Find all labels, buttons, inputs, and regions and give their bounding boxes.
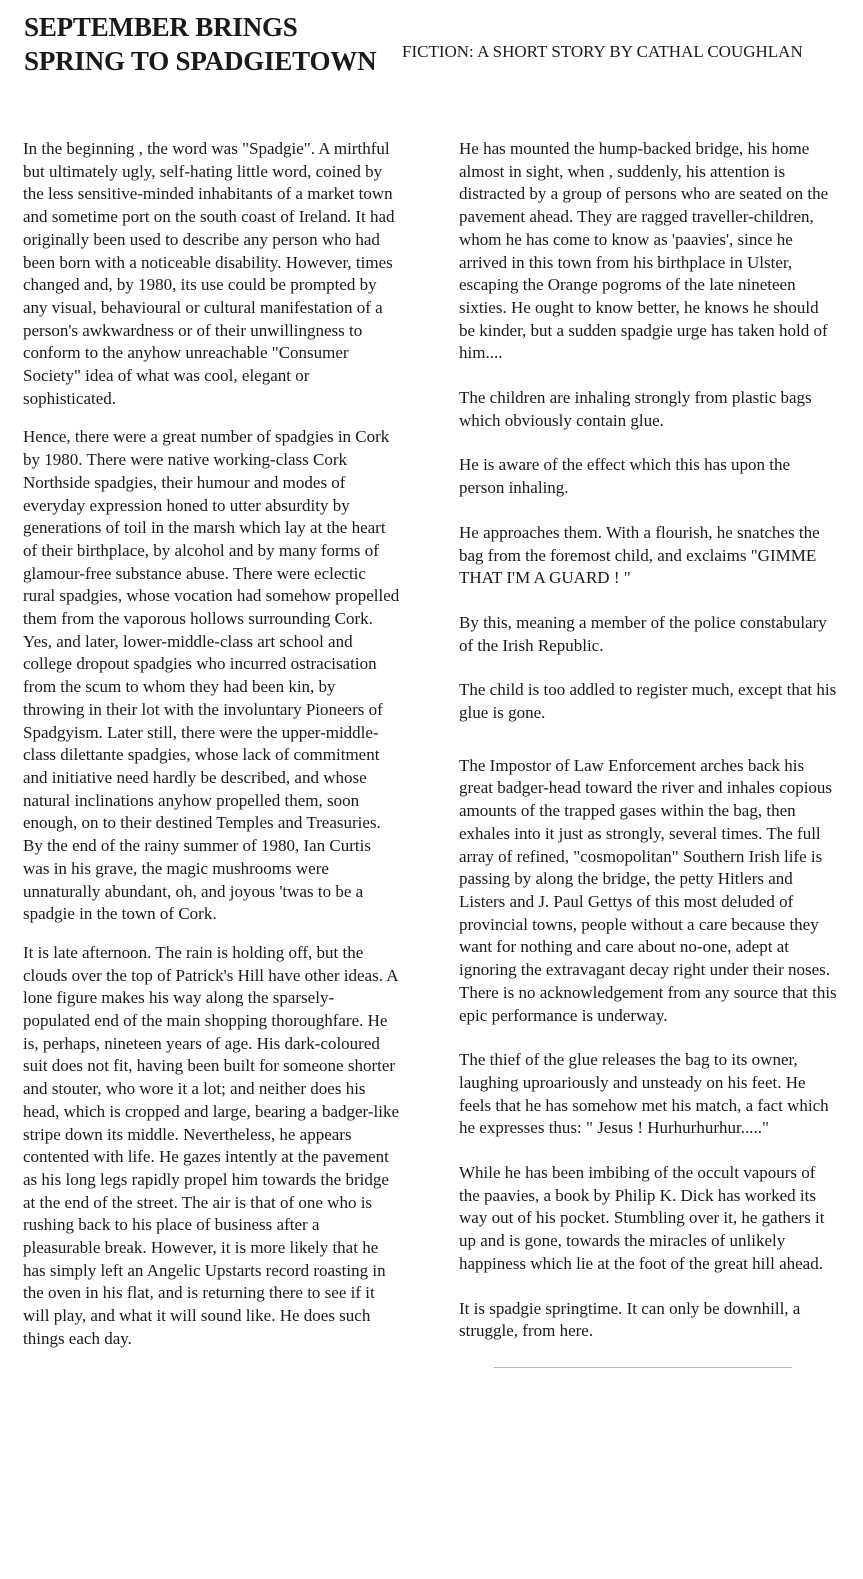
paragraph: Hence, there were a great number of spadgies in Cork by 1980. There were native working-class Cork Northside spadgies, their humour and modes of everyday expression honed to utter absurdity by generations of toil in the marsh which lay at the heart of their birthplace, by alcohol and by many forms of glamour-free substance abuse. There were eclectic rural spadgies, whose vocation had somehow propelled them from the vaporous hollows surrounding Cork. Yes, and later, lower-middle-class art school and college dropout spadgies who incurred ostracisation from the scum to whom they had been kin, by throwing in their lot with the involuntary Pioneers of Spadgyism. Later still, there were the upper-middle-class dilettante spadgies, whose lack of commitment and initiative need hardly be described, and whose natural inclinations anyhow propelled them, soon enough, on to their destined Temples and Treasuries. By the end of the rainy summer of 1980, Ian Curtis was in his grave, the magic mushrooms were unnaturally abundant, oh, and joyous 'twas to be a spadgie in the town of Cork. bbox=[23, 427, 400, 924]
paragraph: The child is too addled to register much, except that his glue is gone. bbox=[459, 680, 837, 723]
paragraph: He has mounted the hump-backed bridge, his home almost in sight, when , suddenly, his attention is distracted by a group of persons who are seated on the pavement ahead. They are ragged traveller-children, whom he has come to know as 'paavies', since he arrived in this town from his birthplace in Ulster, escaping the Orange pogroms of the late nineteen sixties. He ought to know better, he knows he should be kinder, but a sudden spadgie urge has taken hold of him.... bbox=[459, 139, 829, 363]
paragraph: It is late afternoon. The rain is holding off, but the clouds over the top of Patrick's Hill have other ideas. A lone figure makes his way along the sparsely-populated end of the main shopping thoroughfare. He is, perhaps, nineteen years of age. His dark-coloured suit does not fit, having been built for someone shorter and stouter, who wore it a lot; and neither does his head, which is cropped and large, bearing a badger-like stripe down its middle. Nevertheless, he appears contented with life. He gazes intently at the pavement as his long legs rapidly propel him towards the bridge at the end of the street. The air is that of one who is rushing back to his place of business after a pleasurable break. However, it is more likely that he has simply left an Angelic Upstarts record roasting in the oven in his flat, and is returning there to see if it will play, and what it will sound like. He does such things each day. bbox=[23, 942, 400, 1348]
end-divider bbox=[494, 1367, 792, 1368]
article-byline: FICTION: A SHORT STORY BY CATHAL COUGHLAN bbox=[402, 42, 803, 61]
paragraph: It is spadgie springtime. It can only be downhill, a struggle, from here. bbox=[459, 1298, 801, 1341]
paragraph: The Impostor of Law Enforcement arches back his great badger-head toward the river and inhales copious amounts of the trapped gases within the bag, then exhales into it just as strongly, several times. The full array of refined, "cosmopolitan" Southern Irish life is passing by along the bridge, the petty Hitlers and Listers and J. Paul Gettys of this most deluded of provincial towns, people without a care because they want for nothing and care about no-one, adept at ignoring the extravagant decay right under their noses. There is no acknowledgement from any source that this epic performance is underway. bbox=[459, 755, 837, 1025]
paragraph: He is aware of the effect which this has upon the person inhaling. bbox=[459, 455, 791, 498]
paragraph: While he has been imbibing of the occult vapours of the paavies, a book by Philip K. Dick has worked its way out of his pocket. Stumbling over it, he gathers it up and is gone, towards the miracles of unlikely happiness which lie at the foot of the great hill ahead. bbox=[459, 1163, 825, 1273]
article-title: SEPTEMBER BRINGS SPRING TO SPADGIETOWN bbox=[24, 12, 377, 76]
left-text-column bbox=[23, 138, 401, 1367]
paragraph: The thief of the glue releases the bag to its owner, laughing uproariously and unsteady on his feet. He feels that he has somehow met his match, a fact which he expresses thus: " Jesus ! Hurhurhurhur....." bbox=[459, 1050, 829, 1138]
paragraph: In the beginning , the word was "Spadgie". A mirthful but ultimately ugly, self-hating little word, coined by the less sensitive-minded inhabitants of a market town and sometime port on the south coast of Ireland. It had originally been used to describe any person who had been born with a noticeable disability. However, times changed and, by 1980, its use could be prompted by any visual, behavioural or cultural manifestation of a person's awkwardness or of their unwillingness to conform to the anyhow unreachable "Consumer Society" idea of what was cool, elegant or sophisticated. bbox=[23, 139, 395, 408]
paragraph: He approaches them. With a flourish, he snatches the bag from the foremost child, and exclaims "GIMME THAT I'M A GUARD ! " bbox=[459, 522, 820, 588]
right-text-column bbox=[459, 138, 837, 1368]
paragraph: By this, meaning a member of the police constabulary of the Irish Republic. bbox=[459, 612, 827, 655]
paragraph: The children are inhaling strongly from plastic bags which obviously contain glue. bbox=[459, 388, 812, 430]
